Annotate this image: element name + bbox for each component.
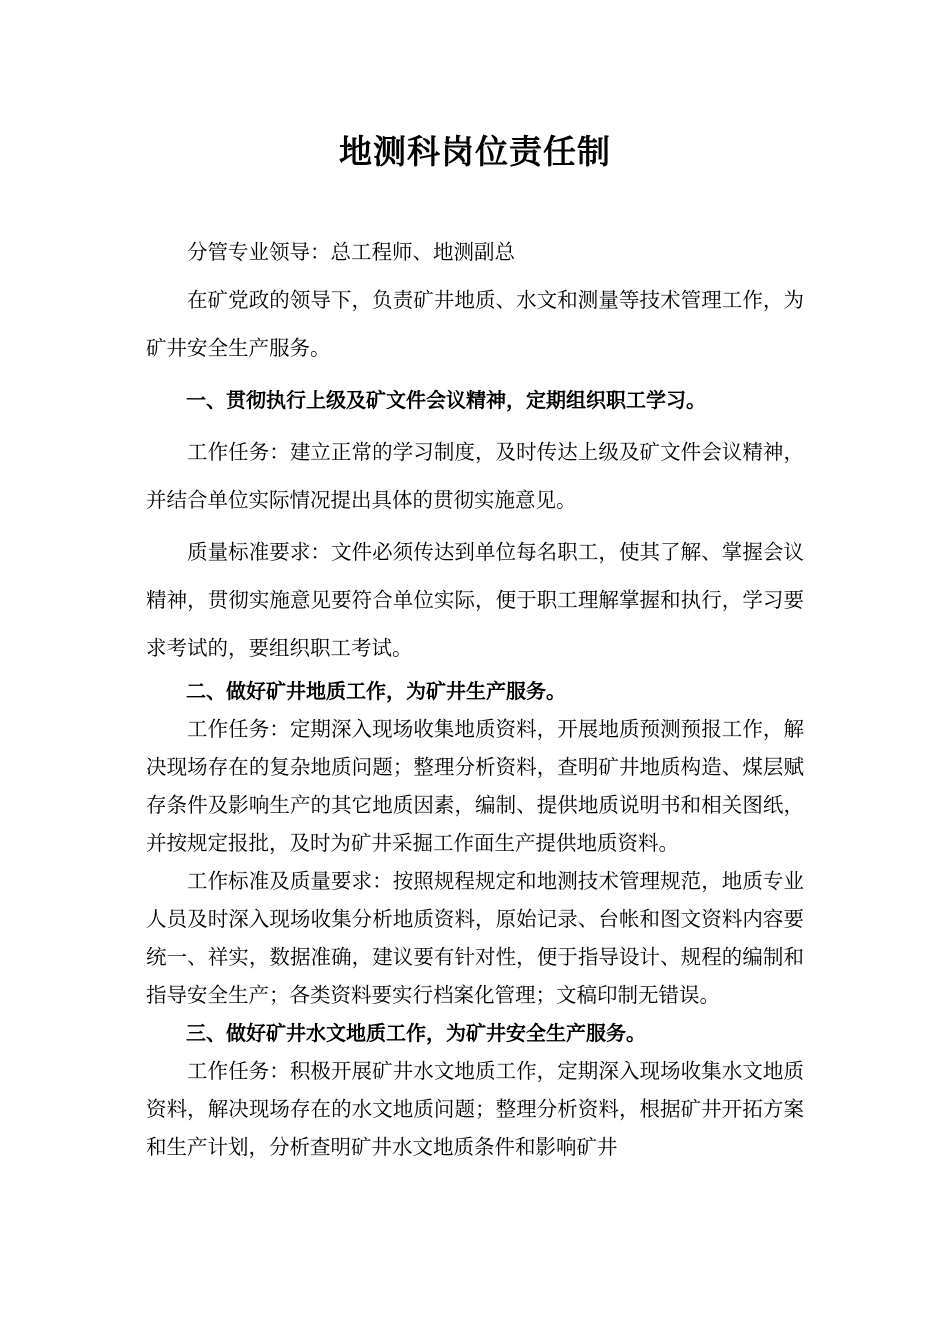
intro-paragraph: 在矿党政的领导下，负责矿井地质、水文和测量等技术管理工作，为矿井安全生产服务。	[146, 288, 804, 360]
section-1-task: 工作任务：建立正常的学习制度，及时传达上级及矿文件会议精神，并结合单位实际情况提出具体的贯彻实施意见。	[146, 440, 804, 512]
section-heading-1: 一、贯彻执行上级及矿文件会议精神，定期组织职工学习。	[186, 388, 706, 412]
supervisor-line: 分管专业领导：总工程师、地测副总	[187, 240, 515, 264]
section-3-task: 工作任务：积极开展矿井水文地质工作，定期深入现场收集水文地质资料，解决现场存在的水文地质问题；整理分析资料，根据矿井开拓方案和生产计划，分析查明矿井水文地质条件和影响矿井	[146, 1059, 804, 1159]
section-2-task: 工作任务：定期深入现场收集地质资料，开展地质预测预报工作，解决现场存在的复杂地质问题；整理分析资料，查明矿井地质构造、煤层赋存条件及影响生产的其它地质因素，编制、提供地质说明书和相关图纸，并按规定报批，及时为矿井采掘工作面生产提供地质资料。	[146, 717, 804, 855]
section-heading-2: 二、做好矿井地质工作，为矿井生产服务。	[186, 679, 566, 703]
document-title: 地测科岗位责任制	[339, 132, 611, 171]
section-1-standard: 质量标准要求：文件必须传达到单位每名职工，使其了解、掌握会议精神，贯彻实施意见要符合单位实际，便于职工理解掌握和执行，学习要求考试的，要组织职工考试。	[146, 540, 804, 660]
section-heading-3: 三、做好矿井水文地质工作，为矿井安全生产服务。	[186, 1021, 646, 1045]
section-2-standard: 工作标准及质量要求：按照规程规定和地测技术管理规范，地质专业人员及时深入现场收集分析地质资料，原始记录、台帐和图文资料内容要统一、祥实，数据准确，建议要有针对性，便于指导设计、规程的编制和指导安全生产；各类资料要实行档案化管理；文稿印制无错误。	[146, 869, 804, 1007]
